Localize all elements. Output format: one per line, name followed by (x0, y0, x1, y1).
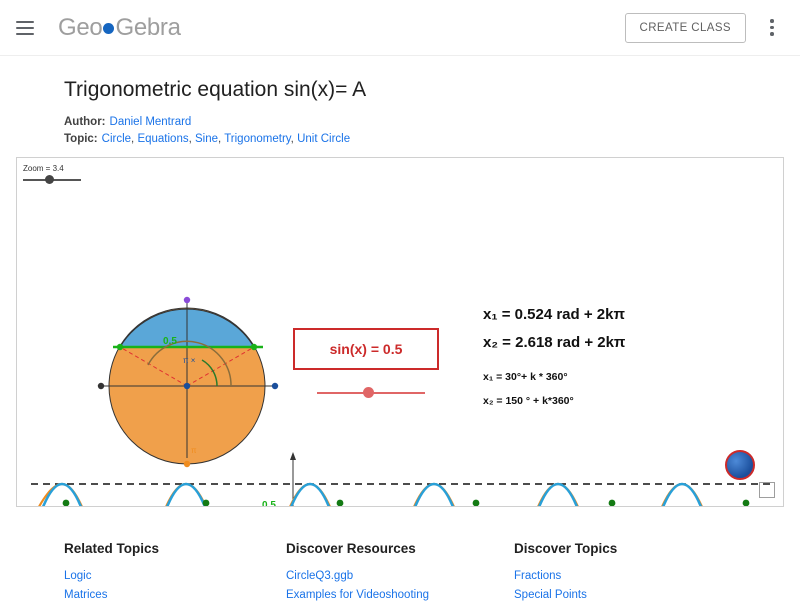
topic-label: Topic: (64, 133, 98, 145)
footer-columns (0, 507, 800, 607)
sine-graph (31, 452, 778, 507)
kebab-dot (770, 26, 774, 30)
hamburger-line (16, 21, 34, 23)
footer-link-matrices[interactable]: Matrices (64, 589, 108, 601)
geogebra-logo[interactable] (58, 14, 181, 42)
topic-link-trigonometry[interactable]: Trigonometry (224, 133, 291, 145)
hamburger-line (16, 27, 34, 29)
solution-x2-rad: x₂ = 2.618 rad + 2kπ (483, 334, 626, 351)
footer-link-circleq3[interactable]: CircleQ3.ggb (286, 570, 354, 582)
author-label: Author: (64, 116, 106, 128)
topic-link-equations[interactable]: Equations (137, 133, 189, 145)
topic-link-circle[interactable]: Circle (101, 133, 132, 145)
svg-text:π: π (191, 446, 197, 455)
top-bar (0, 0, 800, 56)
logo-dot-icon (103, 23, 114, 34)
footer-column-discover-resources (286, 541, 514, 607)
fullscreen-icon[interactable] (759, 482, 775, 498)
page-title: Trigonometric equation sin(x)= A (64, 78, 367, 101)
amplitude-slider[interactable] (317, 386, 425, 400)
topic-link-unit-circle[interactable]: Unit Circle (297, 133, 351, 145)
footer-heading-discover-topics: Discover Topics (514, 541, 618, 556)
svg-text:π ×: π × (183, 356, 196, 365)
amplitude-slider-knob[interactable] (363, 387, 374, 398)
sep: , (218, 133, 225, 145)
logo-text-geo: Geo (58, 13, 103, 41)
geogebra-applet[interactable] (16, 157, 784, 507)
topic-row (64, 133, 736, 145)
author-row (64, 116, 736, 128)
sep: , (290, 133, 298, 145)
footer-link-examples-videoshooting[interactable]: Examples for Videoshooting (286, 589, 429, 601)
author-link[interactable]: Daniel Mentrard (109, 116, 192, 128)
footer-column-discover-topics (514, 541, 736, 607)
zoom-label: Zoom = 3.4 (23, 164, 64, 173)
solution-x1-deg: x₁ = 30°+ k * 360° (483, 371, 568, 383)
more-vertical-icon[interactable] (760, 16, 784, 40)
create-class-button[interactable]: CREATE CLASS (625, 13, 747, 43)
solution-x1-rad: x₁ = 0.524 rad + 2kπ (483, 306, 625, 323)
footer-link-logic[interactable]: Logic (64, 570, 92, 582)
logo-text-gebra: Gebra (115, 13, 181, 41)
footer-link-fractions[interactable]: Fractions (514, 570, 562, 582)
footer-heading-discover-resources: Discover Resources (286, 541, 416, 556)
applet-logo-icon (725, 450, 755, 480)
unit-circle-diagram (98, 297, 278, 467)
sep: , (131, 133, 138, 145)
kebab-dot (770, 32, 774, 36)
footer-heading-related-topics: Related Topics (64, 541, 160, 556)
topic-link-sine[interactable]: Sine (194, 133, 219, 145)
footer-link-special-points[interactable]: Special Points (514, 589, 587, 601)
sep: , (188, 133, 195, 145)
solution-x2-deg: x₂ = 150 ° + k*360° (483, 395, 574, 407)
hamburger-line (16, 33, 34, 35)
hamburger-icon[interactable] (16, 16, 40, 40)
svg-text:0.5: 0.5 (163, 336, 177, 347)
equation-box: sin(x) = 0.5 (293, 328, 439, 370)
page-content (0, 78, 800, 145)
svg-text:0.5: 0.5 (262, 500, 276, 508)
footer-column-related-topics (64, 541, 286, 607)
kebab-dot (770, 19, 774, 23)
